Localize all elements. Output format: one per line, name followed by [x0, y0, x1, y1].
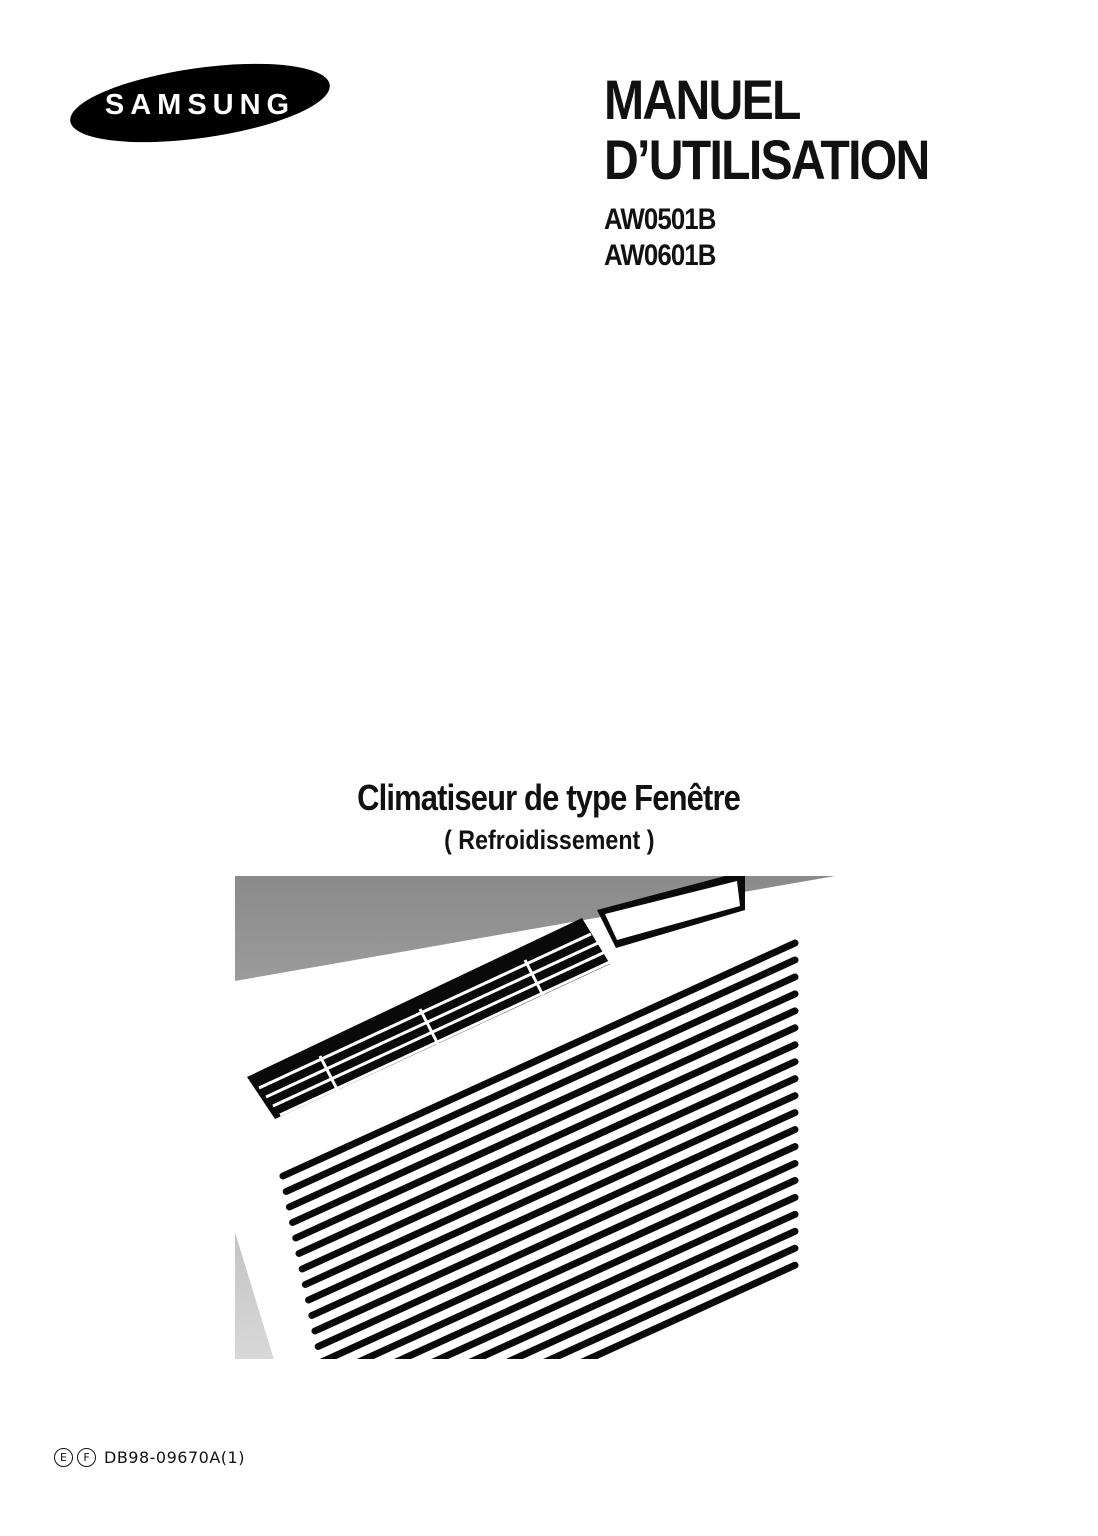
manual-title-line-2: D’UTILISATION: [604, 128, 929, 191]
language-badge: F: [77, 1448, 96, 1467]
title-block: [604, 70, 981, 274]
language-badge: E: [54, 1448, 73, 1467]
manual-title-line-1: MANUEL: [604, 68, 800, 131]
product-title-text: Climatiseur de type Fenêtre: [357, 777, 741, 818]
model-number: AW0601B: [604, 239, 716, 272]
samsung-logo-mark: [68, 58, 332, 148]
product-title: [0, 776, 1098, 820]
model-list: [604, 202, 981, 274]
document-code: DB98-09670A(1): [104, 1448, 245, 1467]
air-conditioner-drawing: [235, 876, 861, 1359]
document-footer: [54, 1448, 245, 1467]
model-number: AW0501B: [604, 203, 716, 236]
samsung-logo: [68, 58, 332, 148]
product-subtitle-text: ( Refroidissement ): [443, 825, 655, 855]
air-conditioner-illustration: [235, 876, 861, 1359]
samsung-logo-text: SAMSUNG: [104, 89, 296, 121]
product-subtitle: [0, 822, 1098, 858]
